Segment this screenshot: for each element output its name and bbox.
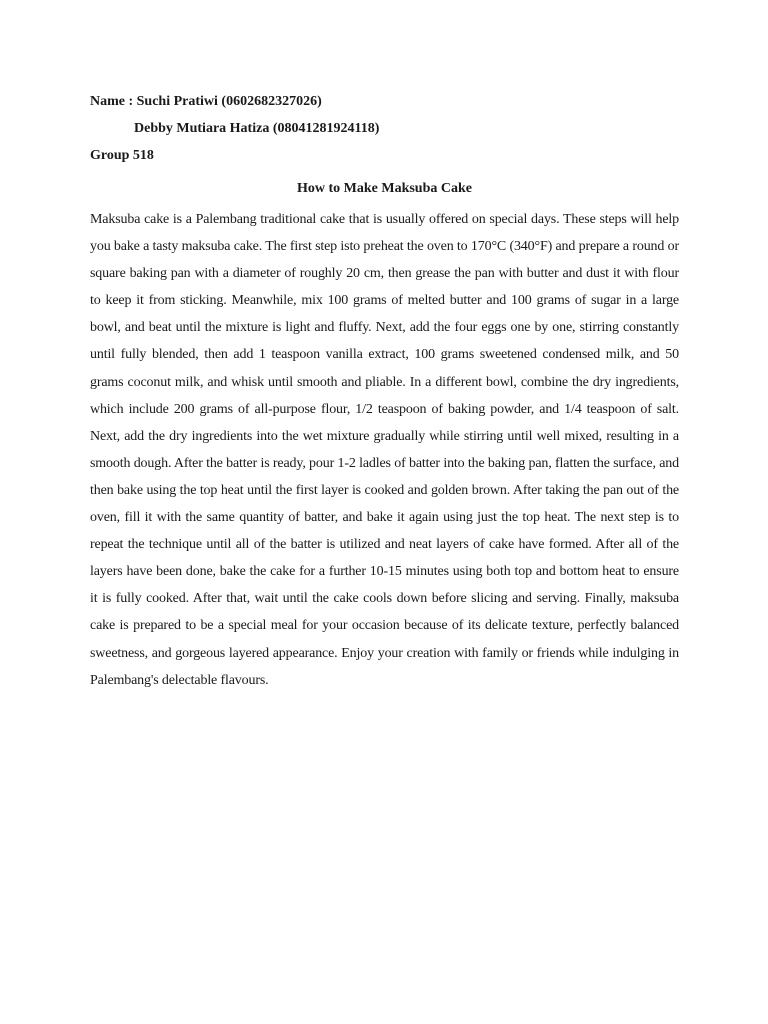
- group-line: Group 518: [90, 148, 154, 163]
- second-author-line: Debby Mutiara Hatiza (08041281924118): [134, 121, 380, 136]
- document-page: [90, 88, 679, 708]
- document-title: How to Make Maksuba Cake: [296, 181, 472, 196]
- author-name-line: Name : Suchi Pratiwi (0602682327026): [90, 94, 322, 109]
- body-paragraph: Maksuba cake is a Palembang traditional cake that is usually offered on special days. These steps will help you bake a tasty maksuba cake. The first step isto preheat the oven to 170°C (340°F) and prepare a round or square baking pan with a diameter of roughly 20 cm, then grease the pan with butter and dust it with flour to keep it from sticking. Meanwhile, mix 100 grams of melted butter and 100 grams of sugar in a large bowl, and beat until the mixture is light and fluffy. Next, add the four eggs one by one, stirring constantly until fully blended, then add 1 teaspoon vanilla extract, 100 grams sweetened condensed milk, and 50 grams coconut milk, and whisk until smooth and pliable. In a different bowl, combine the dry ingredients, which include 200 grams of all-purpose flour, 1/2 teaspoon of baking powder, and 1/4 teaspoon of salt. Next, add the dry ingredients into the wet mixture gradually while stirring until well mixed, resulting in a smooth dough. After the batter is ready, pour 1-2 ladles of batter into the baking pan, flatten the surface, and then bake using the top heat until the first layer is cooked and golden brown. After taking the pan out of the oven, fill it with the same quantity of batter, and bake it again using just the top heat. The next step is to repeat the technique until all of the batter is utilized and neat layers of cake have formed. After all of the layers have been done, bake the cake for a further 10-15 minutes using both top and bottom heat to ensure it is fully cooked. After that, wait until the cake cools down before slicing and serving. Finally, maksuba cake is prepared to be a special meal for your occasion because of its delicate texture, perfectly balanced sweetness, and gorgeous layered appearance. Enjoy your creation with family or friends while indulging in Palembang's delectable flavours.: [90, 212, 679, 688]
